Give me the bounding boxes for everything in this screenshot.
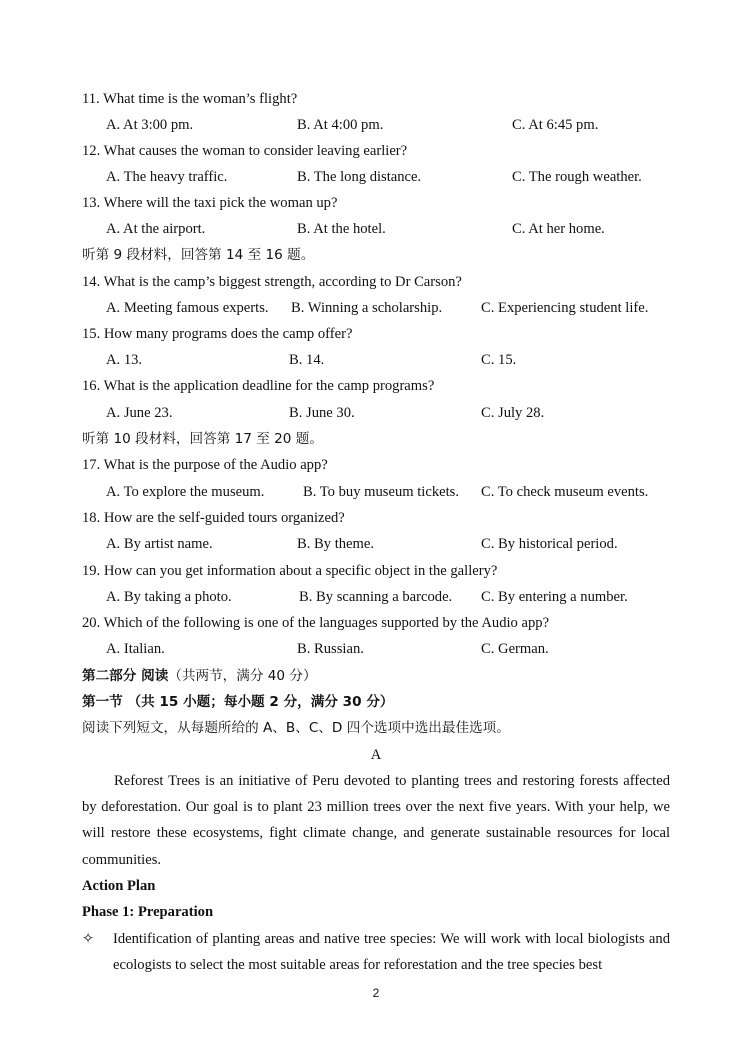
page-number: 2 [372, 986, 380, 1000]
question-15-option-b: B. 14. [289, 352, 325, 368]
bullet-1-text: Identification of planting areas and native tree species: We will work with local biologists and ecologists to select the most suitable areas for reforestation and the tree species best [113, 931, 670, 974]
question-17-stem: 17. What is the purpose of the Audio app? [82, 457, 328, 473]
section-1-heading: 第一节 （共 15 小题；每小题 2 分，满分 30 分） [82, 694, 394, 710]
section-10-instruction: 听第 10 段材料，回答第 17 至 20 题。 [82, 431, 323, 447]
phase-1-heading: Phase 1: Preparation [82, 904, 214, 920]
question-12-stem: 12. What causes the woman to consider leaving earlier? [82, 143, 408, 159]
question-12-option-b: B. The long distance. [297, 169, 422, 185]
question-16-option-b: B. June 30. [289, 405, 355, 421]
question-18-option-a: A. By artist name. [106, 536, 213, 552]
question-17-option-b: B. To buy museum tickets. [303, 484, 459, 500]
passage-intro-text: Reforest Trees is an initiative of Peru devoted to planting trees and restoring forests affected by deforestation. Our goal is to plant 23 million trees over the next five years. With your help, we will restore these ecosystems, fight climate change, and generate sustainable resources for local communities. [82, 773, 670, 868]
question-13-option-c: C. At her home. [512, 221, 605, 237]
question-11-option-b: B. At 4:00 pm. [297, 117, 384, 133]
question-14-stem: 14. What is the camp’s biggest strength, according to Dr Carson? [82, 274, 462, 290]
part-2-title: 第二部分 阅读 [82, 668, 169, 684]
question-13-stem: 13. Where will the taxi pick the woman up? [82, 195, 338, 211]
action-plan-heading: Action Plan [82, 878, 156, 894]
section-9-instruction: 听第 9 段材料，回答第 14 至 16 题。 [82, 247, 315, 263]
part-2-note: （共两节，满分 40 分） [168, 668, 317, 684]
question-14-option-b: B. Winning a scholarship. [291, 300, 443, 316]
question-15-option-c: C. 15. [481, 352, 517, 368]
question-15-stem: 15. How many programs does the camp offer? [82, 326, 353, 342]
question-20-option-c: C. German. [481, 641, 549, 657]
passage-intro [82, 768, 670, 873]
question-19-option-a: A. By taking a photo. [106, 589, 232, 605]
question-19-option-c: C. By entering a number. [481, 589, 628, 605]
question-17-option-a: A. To explore the museum. [106, 484, 265, 500]
question-11-option-c: C. At 6:45 pm. [512, 117, 599, 133]
question-11-stem: 11. What time is the woman’s flight? [82, 91, 298, 107]
question-14-option-a: A. Meeting famous experts. [106, 300, 269, 316]
question-20-option-a: A. Italian. [106, 641, 165, 657]
question-14-option-c: C. Experiencing student life. [481, 300, 649, 316]
question-20-stem: 20. Which of the following is one of the languages supported by the Audio app? [82, 615, 550, 631]
question-16-option-a: A. June 23. [106, 405, 173, 421]
question-18-option-b: B. By theme. [297, 536, 375, 552]
reading-directions: 阅读下列短文，从每题所给的 A、B、C、D 四个选项中选出最佳选项。 [82, 720, 510, 736]
question-18-stem: 18. How are the self-guided tours organized? [82, 510, 345, 526]
bullet-icon: ✧ [82, 931, 95, 947]
passage-label: A [370, 747, 382, 763]
question-13-option-b: B. At the hotel. [297, 221, 386, 237]
question-11-option-a: A. At 3:00 pm. [106, 117, 194, 133]
question-20-option-b: B. Russian. [297, 641, 364, 657]
part-2-heading [82, 666, 317, 686]
question-13-option-a: A. At the airport. [106, 221, 206, 237]
question-16-stem: 16. What is the application deadline for the camp programs? [82, 378, 435, 394]
question-19-option-b: B. By scanning a barcode. [299, 589, 453, 605]
question-16-option-c: C. July 28. [481, 405, 545, 421]
question-18-option-c: C. By historical period. [481, 536, 618, 552]
question-17-option-c: C. To check museum events. [481, 484, 649, 500]
question-12-option-a: A. The heavy traffic. [106, 169, 228, 185]
question-15-option-a: A. 13. [106, 352, 143, 368]
question-12-option-c: C. The rough weather. [512, 169, 642, 185]
question-19-stem: 19. How can you get information about a specific object in the gallery? [82, 563, 498, 579]
